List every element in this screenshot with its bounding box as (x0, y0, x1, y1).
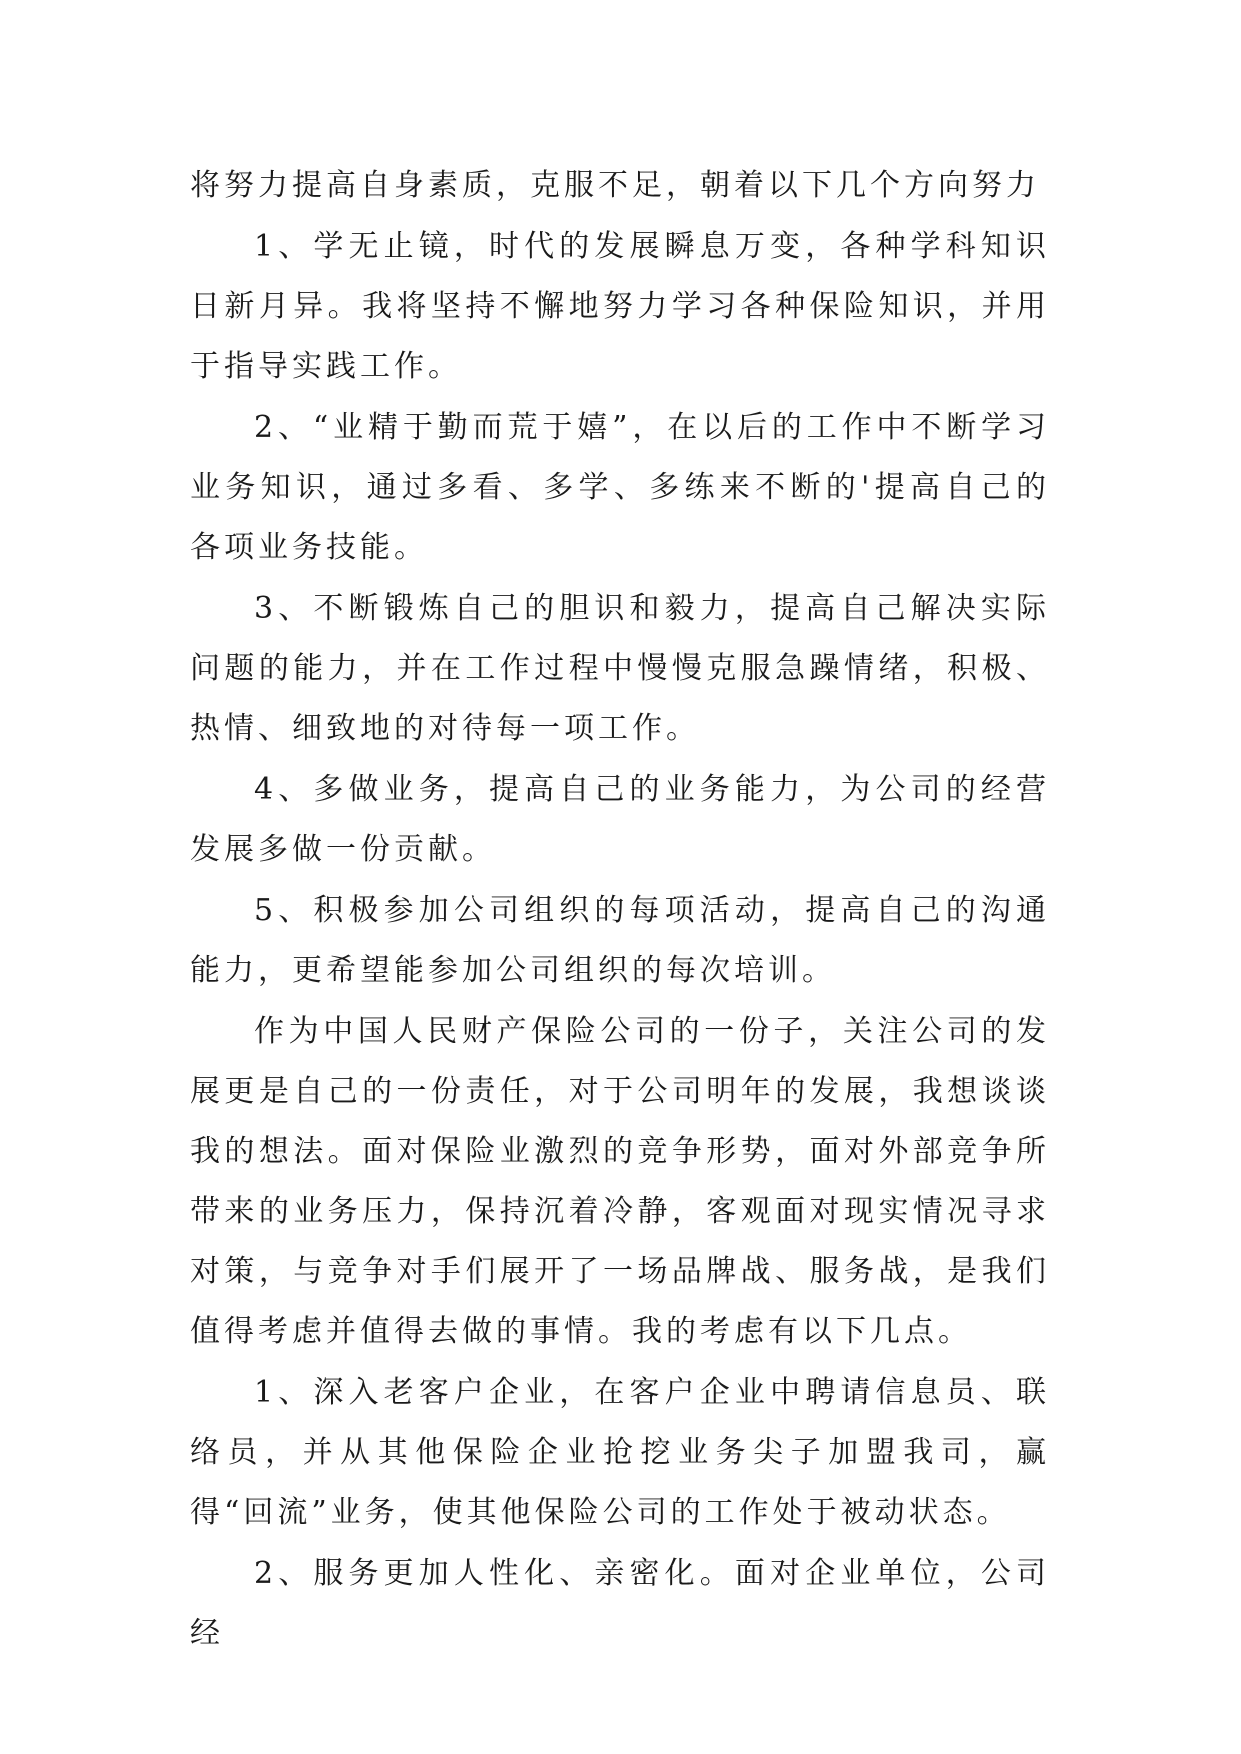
paragraph-item-4: 4、多做业务，提高自己的业务能力，为公司的经营发展多做一份贡献。 (190, 772, 1050, 867)
paragraph-item-2: 2、“业精于勤而荒于嬉”，在以后的工作中不断学习业务知识，通过多看、多学、多练来不断的'提高自己的各项业务技能。 (190, 410, 1050, 565)
document-body (190, 156, 1050, 1665)
paragraph-point-1: 1、深入老客户企业，在客户企业中聘请信息员、联络员，并从其他保险企业抢挖业务尖子加盟我司，赢得“回流”业务，使其他保险公司的工作处于被动状态。 (190, 1375, 1050, 1530)
paragraph-company-thoughts: 作为中国人民财产保险公司的一份子，关注公司的发展更是自己的一份责任，对于公司明年的发展，我想谈谈我的想法。面对保险业激烈的竞争形势，面对外部竞争所带来的业务压力，保持沉着冷静，客观面对现实情况寻求对策，与竞争对手们展开了一场品牌战、服务战，是我们值得考虑并值得去做的事情。我的考虑有以下几点。 (190, 1014, 1050, 1349)
paragraph-intro: 将努力提高自身素质，克服不足，朝着以下几个方向努力 (190, 168, 1040, 203)
paragraph-point-2: 2、服务更加人性化、亲密化。面对企业单位，公司经 (190, 1556, 1050, 1651)
paragraph-item-1: 1、学无止镜，时代的发展瞬息万变，各种学科知识日新月异。我将坚持不懈地努力学习各种保险知识，并用于指导实践工作。 (190, 229, 1050, 384)
paragraph-item-5: 5、积极参加公司组织的每项活动，提高自己的沟通能力，更希望能参加公司组织的每次培训。 (190, 893, 1050, 988)
paragraph-item-3: 3、不断锻炼自己的胆识和毅力，提高自己解决实际问题的能力，并在工作过程中慢慢克服急躁情绪，积极、热情、细致地的对待每一项工作。 (190, 591, 1050, 746)
